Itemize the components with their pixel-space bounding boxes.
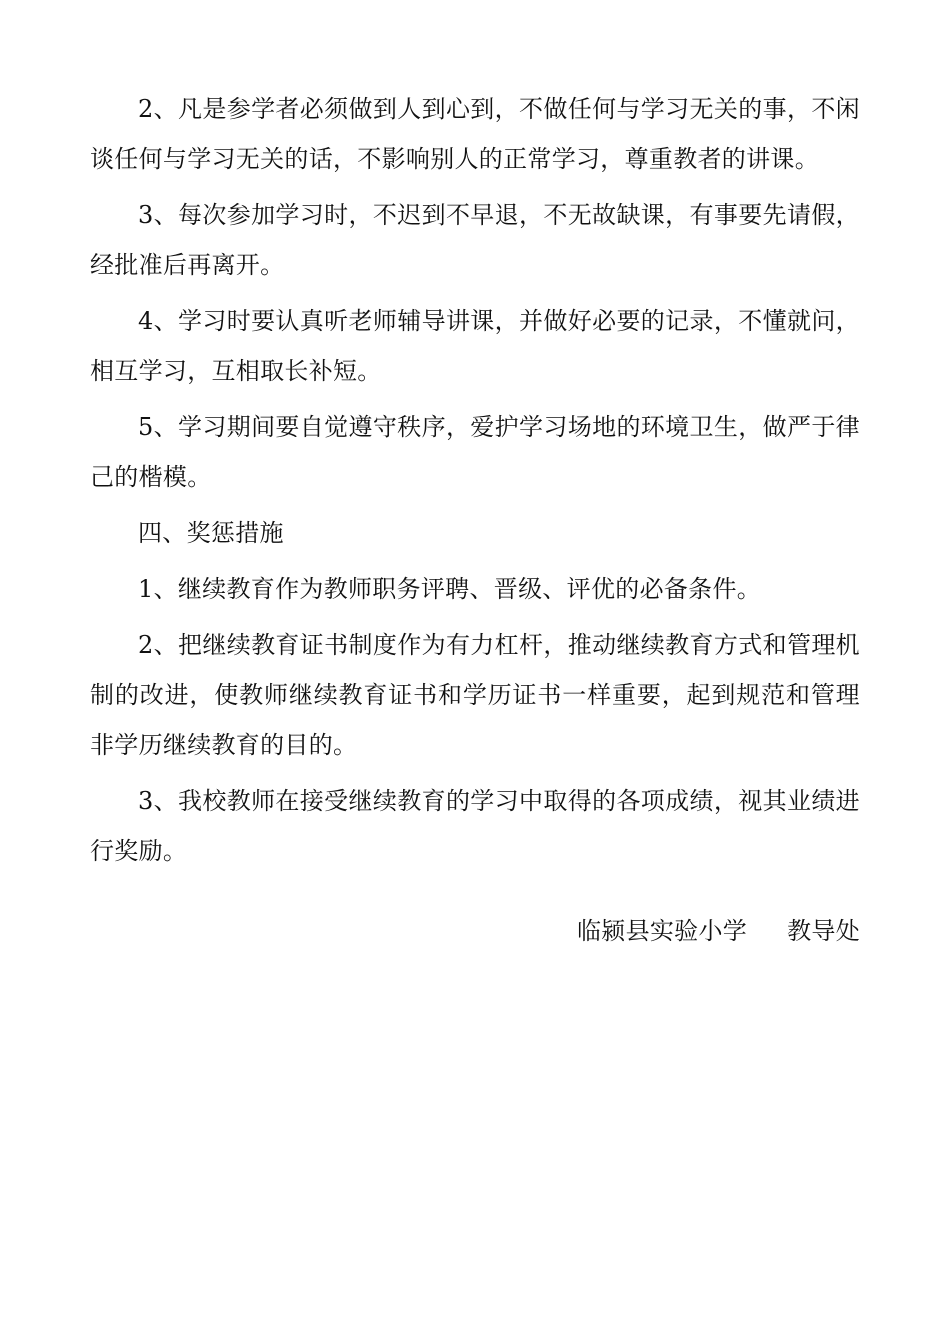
paragraph-rule-4: 4、学习时要认真听老师辅导讲课，并做好必要的记录，不懂就问，相互学习，互相取长补短。 <box>90 307 860 385</box>
document-body <box>90 84 860 882</box>
paragraph-rule-5: 5、学习期间要自觉遵守秩序，爱护学习场地的环境卫生，做严于律己的楷模。 <box>90 413 860 491</box>
signature-school: 临颍县实验小学 <box>576 917 748 945</box>
paragraph-rule-2: 2、凡是参学者必须做到人到心到，不做任何与学习无关的事，不闲谈任何与学习无关的话，不影响别人的正常学习，尊重教者的讲课。 <box>90 95 860 173</box>
signature-office: 教导处 <box>787 917 860 945</box>
section-heading-rewards: 四、奖惩措施 <box>138 519 284 547</box>
signature <box>577 906 860 956</box>
paragraph-reward-3: 3、我校教师在接受继续教育的学习中取得的各项成绩，视其业绩进行奖励。 <box>90 787 860 865</box>
paragraph-rule-3: 3、每次参加学习时，不迟到不早退，不无故缺课，有事要先请假，经批准后再离开。 <box>90 201 860 279</box>
paragraph-reward-2: 2、把继续教育证书制度作为有力杠杆，推动继续教育方式和管理机制的改进，使教师继续教育证书和学历证书一样重要，起到规范和管理非学历继续教育的目的。 <box>90 631 860 759</box>
paragraph-reward-1: 1、继续教育作为教师职务评聘、晋级、评优的必备条件。 <box>138 575 762 603</box>
